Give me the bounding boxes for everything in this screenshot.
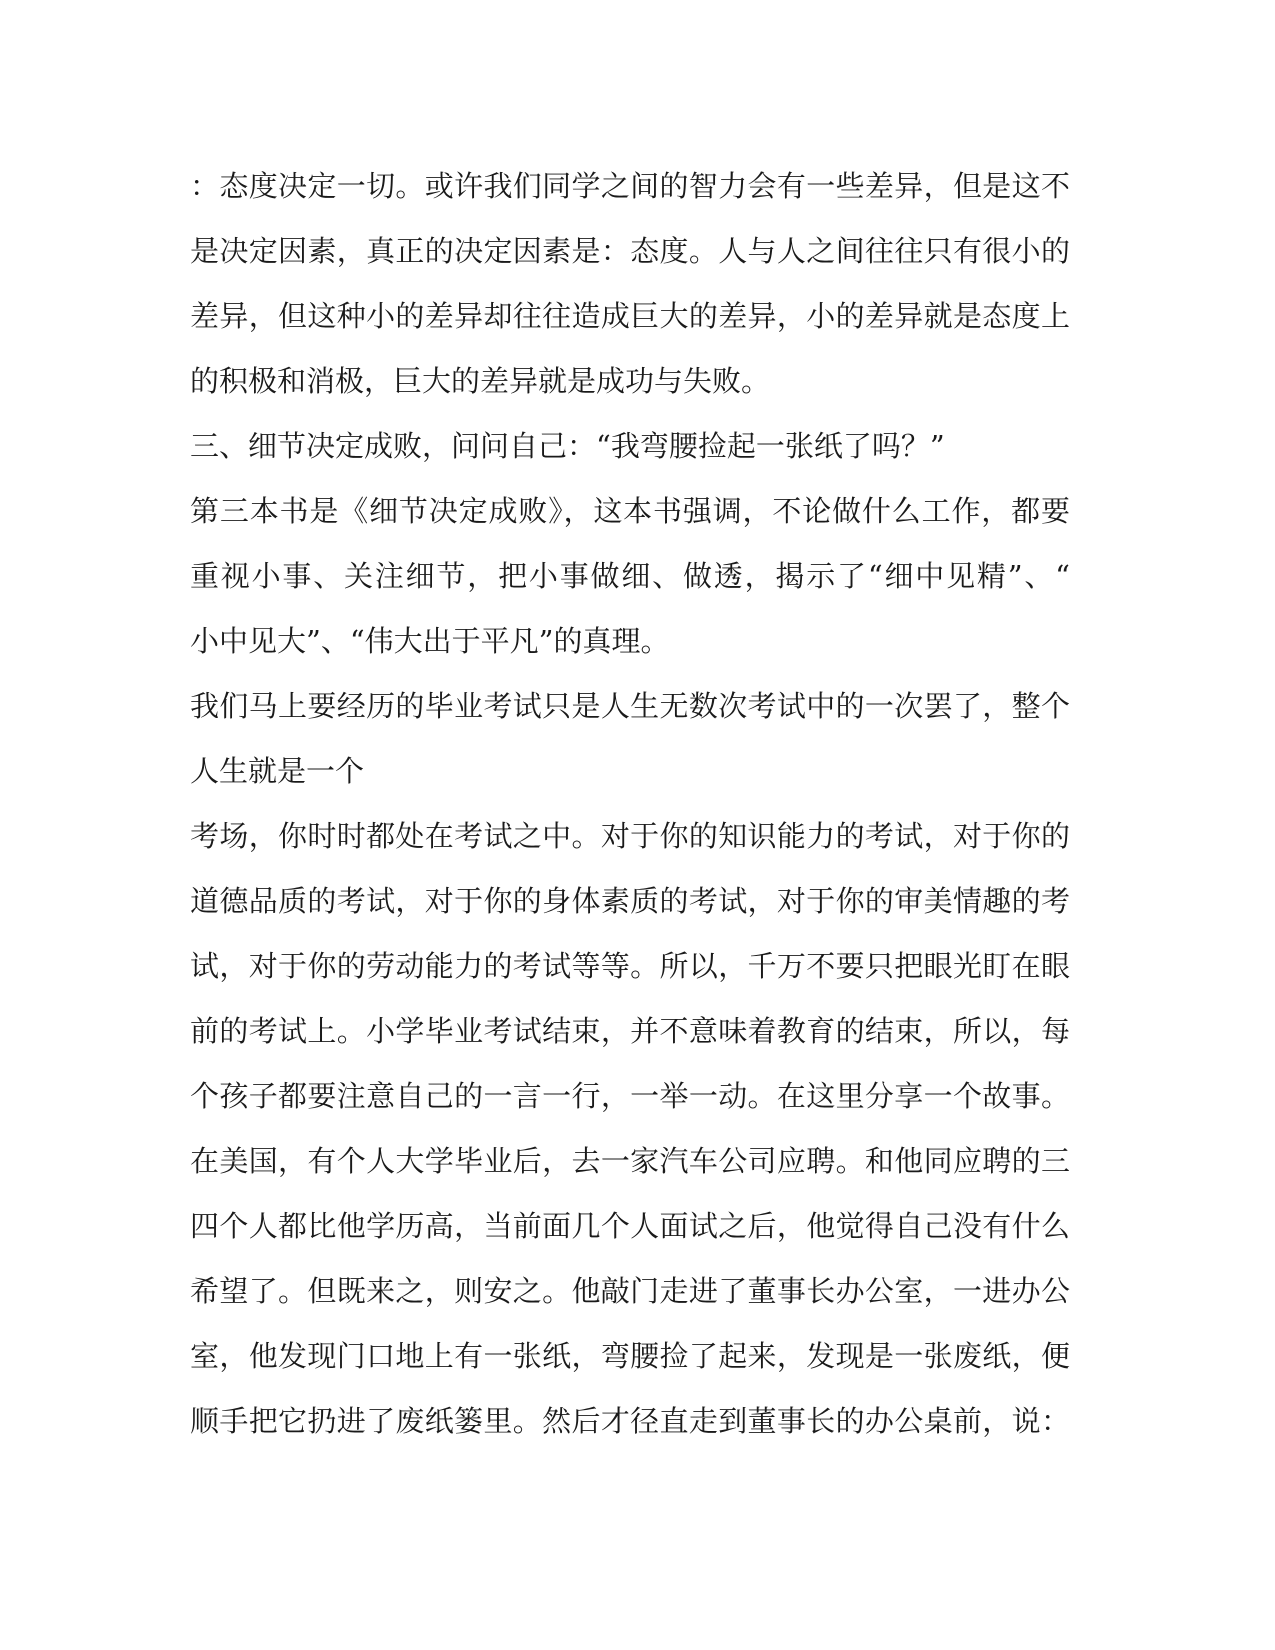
text-line: 前的考试上。小学毕业考试结束，并不意味着教育的结束，所以，每 [190, 1014, 1070, 1048]
text-line: 室，他发现门口地上有一张纸，弯腰捡了起来，发现是一张废纸，便 [190, 1339, 1070, 1373]
text-line: 道德品质的考试，对于你的身体素质的考试，对于你的审美情趣的考 [190, 884, 1070, 918]
text-line: ：态度决定一切。或许我们同学之间的智力会有一些差异，但是这不 [190, 169, 1070, 203]
text-line: 考场，你时时都处在考试之中。对于你的知识能力的考试，对于你的 [190, 819, 1070, 853]
body-text [190, 154, 1070, 1454]
text-line: 四个人都比他学历高，当前面几个人面试之后，他觉得自己没有什么 [190, 1209, 1070, 1243]
text-line: 的积极和消极，巨大的差异就是成功与失败。 [190, 364, 771, 398]
text-line: 希望了。但既来之，则安之。他敲门走进了董事长办公室，一进办公 [190, 1274, 1070, 1308]
text-line: 小中见大”、“伟大出于平凡”的真理。 [190, 624, 670, 658]
section-heading: 三、细节决定成败，问问自己：“我弯腰捡起一张纸了吗？” [190, 429, 945, 463]
text-line: 我们马上要经历的毕业考试只是人生无数次考试中的一次罢了，整个 [190, 689, 1070, 723]
text-line: 人生就是一个 [190, 754, 365, 788]
text-line: 在美国，有个人大学毕业后，去一家汽车公司应聘。和他同应聘的三 [190, 1144, 1070, 1178]
text-line: 第三本书是《细节决定成败》，这本书强调，不论做什么工作，都要 [190, 494, 1070, 528]
text-line: 是决定因素，真正的决定因素是：态度。人与人之间往往只有很小的 [190, 234, 1070, 268]
text-line: 试，对于你的劳动能力的考试等等。所以，千万不要只把眼光盯在眼 [190, 949, 1070, 983]
text-line: 顺手把它扔进了废纸篓里。然后才径直走到董事长的办公桌前，说： [190, 1404, 1070, 1438]
text-line: 差异，但这种小的差异却往往造成巨大的差异，小的差异就是态度上 [190, 299, 1070, 333]
text-line: 重视小事、关注细节，把小事做细、做透，揭示了“细中见精”、“ [190, 559, 1070, 593]
text-line: 个孩子都要注意自己的一言一行，一举一动。在这里分享一个故事。 [190, 1079, 1070, 1113]
